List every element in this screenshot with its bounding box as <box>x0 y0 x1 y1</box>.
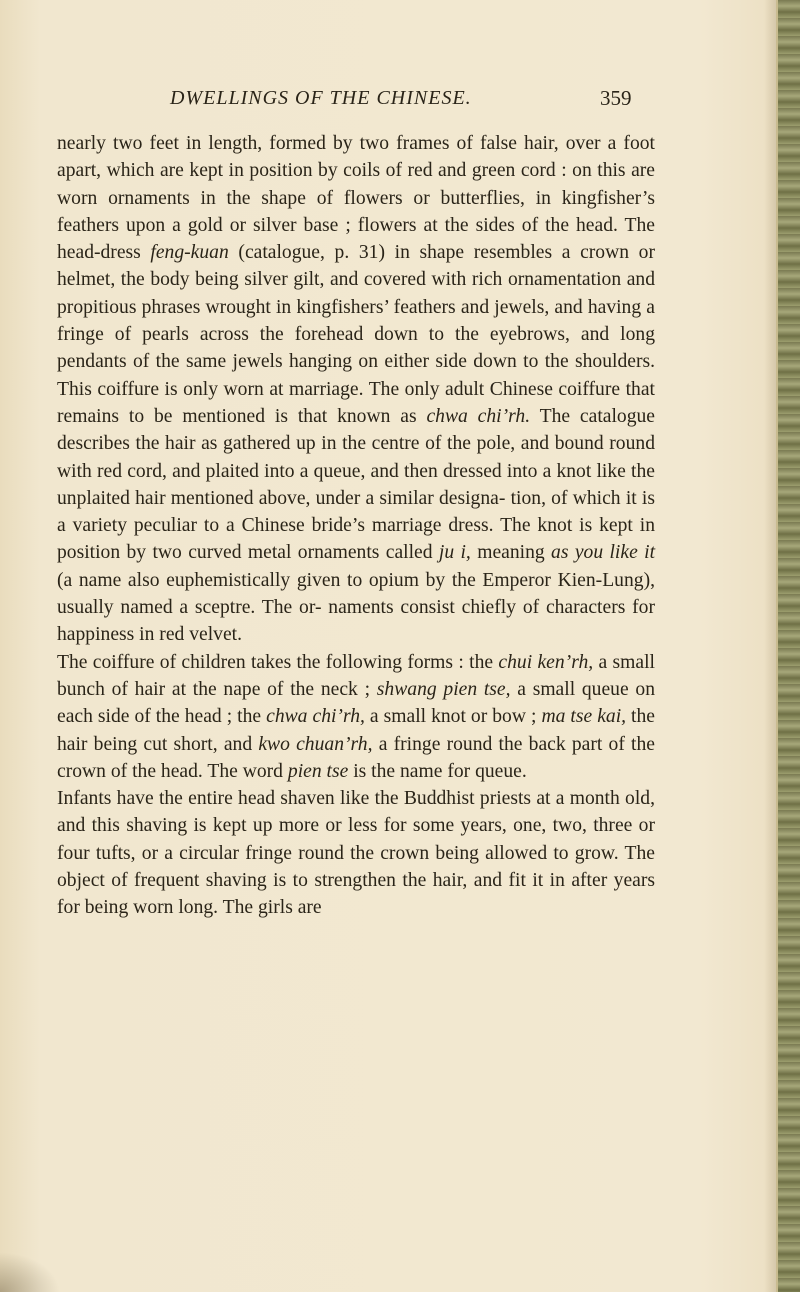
text-run: (catalogue, p. 31) in shape resembles a crown or helmet, the body being silver gilt, and covered with rich ornamentation and propitious phrases wrought in kingfishers’ feathers and jewels, and having a fringe of pearls across the forehead down to the eyebrows, and long pendants of the same jewels hanging on either side down to the shoulders. This coiffure is only worn at marriage. The only adult Chinese coiffure that remains to be mentioned is that known as <box>57 242 655 427</box>
italic-term: chui ken’rh, <box>498 651 594 673</box>
body-text <box>57 130 655 922</box>
text-run: Infants have the entire head shaven like the Buddhist priests at a month old, and this shaving is kept up more or less for some years, one, two, three or four tufts, or a circular fringe round the crown being allowed to grow. The object of frequent shaving is to strengthen the hair, and fit it in after years for being worn long. The girls are <box>57 788 655 919</box>
text-run: a fringe round the back part of the crown of the head. The word <box>57 733 655 782</box>
italic-term: shwang pien tse, <box>376 678 511 700</box>
italic-term: ma tse kai, <box>541 706 627 728</box>
italic-term: chwa chi’rh. <box>426 405 531 427</box>
book-binding-edge <box>776 0 800 1292</box>
text-run: the hair being cut short, and <box>57 706 655 755</box>
italic-term: pien tse <box>287 760 349 782</box>
page-number: 359 <box>600 86 632 110</box>
text-run: (a name also euphemistically given to opium by the Emperor Kien-Lung), usually named a sceptre. The or- naments consist chiefly of characters for happiness in red velvet. <box>57 569 655 646</box>
text-run: a small bunch of hair at the nape of the neck ; <box>57 651 655 700</box>
italic-term: chwa chi’rh, <box>266 706 365 728</box>
italic-term: as you like it <box>551 542 656 564</box>
text-run: a small knot or bow ; <box>364 706 542 728</box>
paragraph-3 <box>57 785 655 921</box>
text-run: The coiffure of children takes the following forms : the <box>57 651 499 673</box>
paragraph-1 <box>57 130 655 649</box>
text-run: The catalogue describes the hair as gathered up in the centre of the pole, and bound round with red cord, and plaited into a queue, and then dressed into a knot like the unplaited hair mentioned above, under a similar designa- tion, of which it is a variety peculiar to a Chinese bride’s marriage dress. The knot is kept in position by two curved metal ornaments called <box>57 405 655 564</box>
running-head: DWELLINGS OF THE CHINESE. <box>170 87 472 109</box>
text-run: meaning <box>470 542 552 564</box>
text-run: is the name for queue. <box>348 760 527 782</box>
paragraph-2 <box>57 649 655 785</box>
italic-term: feng-kuan <box>150 242 229 264</box>
text-run: a small queue on each side of the head ; the <box>57 678 655 728</box>
text-run: nearly two feet in length, formed by two frames of false hair, over a foot apart, which are kept in position by coils of red and green cord : on this are worn ornaments in the shape of flowers or butterflies, in kingfisher’s feathers upon a gold or silver base ; flowers at the sides of the head. The head-dress <box>57 133 655 264</box>
italic-term: ju i, <box>438 542 471 564</box>
page-corner-shadow <box>0 1252 60 1292</box>
italic-term: kwo chuan’rh, <box>258 733 373 755</box>
